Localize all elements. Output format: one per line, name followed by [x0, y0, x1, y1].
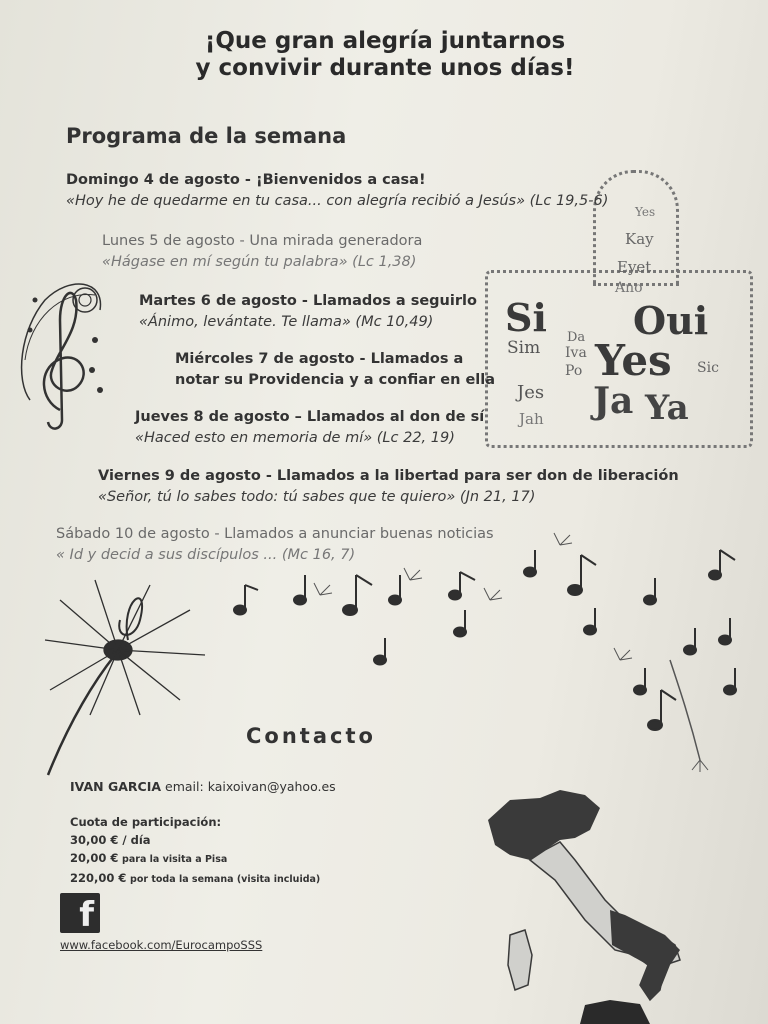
fees-label: Cuota de participación:	[70, 815, 222, 829]
tag-word: Po	[565, 363, 583, 379]
day-saturday	[56, 524, 494, 566]
contact-line	[70, 779, 336, 794]
fee-week-note: por toda la semana (visita incluida)	[130, 874, 321, 885]
tag-word: Kay	[625, 230, 654, 248]
tag-word: Eyet	[617, 258, 652, 276]
fee-pisa-note: para la visita a Pisa	[122, 854, 228, 865]
day-quote: «Hágase en mí según tu palabra» (Lc 1,38)	[102, 254, 417, 270]
facebook-glyph: f	[79, 895, 94, 935]
day-title: Domingo 4 de agosto - ¡Bienvenidos a casa!	[66, 172, 426, 188]
day-title: Martes 6 de agosto - Llamados a seguirlo	[139, 293, 477, 309]
flying-notes	[234, 550, 736, 730]
tag-word: Jah	[519, 410, 544, 428]
email-address[interactable]: kaixoivan@yahoo.es	[207, 779, 336, 794]
tag-word: Ya	[645, 388, 689, 428]
day-quote: «Ánimo, levántate. Te llama» (Mc 10,49)	[139, 314, 434, 330]
day-title-continued: notar su Providencia y a confiar en ella	[175, 372, 496, 388]
tag-word: Oui	[633, 298, 709, 343]
day-title: Sábado 10 de agosto - Llamados a anunciar buenas noticias	[56, 526, 494, 542]
italy-map	[488, 790, 680, 1024]
facebook-link[interactable]: www.facebook.com/EurocampoSSS	[60, 938, 263, 952]
tag-word: Iva	[565, 345, 587, 361]
day-title: Miércoles 7 de agosto - Llamados a	[175, 351, 464, 367]
dandelion-icon	[45, 580, 205, 775]
contact-name: IVAN GARCIA	[70, 779, 162, 794]
tag-word: Yes	[595, 336, 672, 385]
tag-word: Jes	[517, 382, 545, 403]
facebook-icon[interactable]	[60, 893, 100, 933]
day-quote: «Haced esto en memoria de mí» (Lc 22, 19)	[135, 430, 455, 446]
day-quote: « Id y decid a sus discípulos ... (Mc 16, 7)	[56, 547, 356, 563]
tag-word: Ano	[615, 280, 643, 296]
day-quote: «Hoy he de quedarme en tu casa... con alegría recibió a Jesús» (Lc 19,5-6)	[66, 193, 609, 209]
day-friday	[98, 466, 679, 508]
tag-word: Sim	[507, 338, 541, 358]
headline-line-2: y convivir durante unos días!	[195, 55, 575, 81]
day-title: Viernes 9 de agosto - Llamados a la libertad para ser don de liberación	[98, 468, 679, 484]
tag-word: Sic	[697, 360, 719, 376]
fees-block	[70, 813, 320, 889]
day-sunday	[66, 170, 608, 212]
day-wednesday	[175, 349, 495, 391]
tag-word: Si	[505, 295, 547, 340]
day-title: Lunes 5 de agosto - Una mirada generadora	[102, 233, 423, 249]
day-title: Jueves 8 de agosto – Llamados al don de sí	[135, 409, 485, 425]
day-tuesday	[139, 291, 477, 333]
fee-per-day: 30,00 € / día	[70, 833, 151, 847]
tag-word: Yes	[635, 205, 656, 219]
email-label: email:	[165, 779, 204, 794]
day-thursday	[135, 407, 484, 449]
headline	[150, 28, 620, 82]
contact-title: Contacto	[246, 724, 376, 748]
fee-pisa-amount: 20,00 €	[70, 851, 119, 865]
day-quote: «Señor, tú lo sabes todo: tú sabes que te quiero» (Jn 21, 17)	[98, 489, 536, 505]
day-monday	[102, 231, 422, 273]
headline-line-1: ¡Que gran alegría juntarnos	[204, 28, 566, 54]
tag-word: Ja	[593, 380, 634, 422]
program-title: Programa de la semana	[66, 124, 347, 148]
tag-word: Da	[567, 330, 586, 345]
fee-week-amount: 220,00 €	[70, 871, 127, 885]
treble-clef-icon	[22, 284, 101, 429]
